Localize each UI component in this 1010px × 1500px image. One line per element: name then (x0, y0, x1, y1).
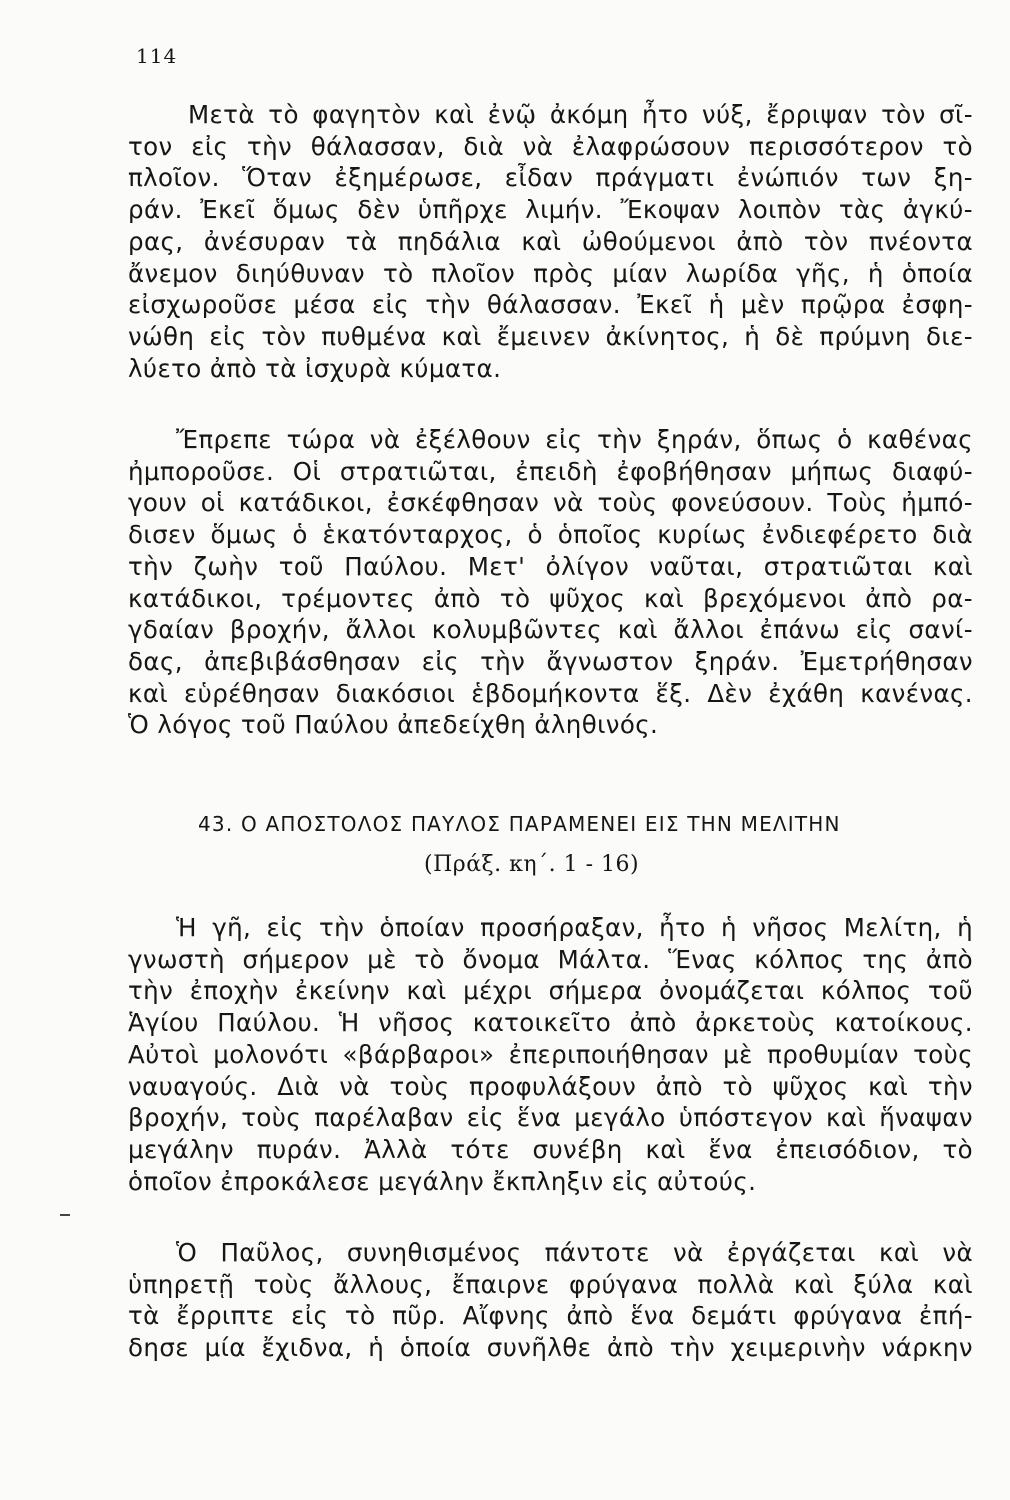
paragraph-reaching-shore (128, 424, 973, 741)
text-line: ἠμποροῦσε. Οἱ στρατιῶται, ἐπειδὴ ἐφοβήθησαν μήπως διαφύ- (128, 456, 973, 486)
text-line: Αὐτοὶ μολονότι «βάρβαροι» ἐπεριποιήθησαν μὲ προθυμίαν τοὺς (128, 1039, 973, 1069)
paragraph-paul-and-viper (128, 1237, 973, 1364)
text-line: δησε μία ἔχιδνα, ἡ ὁποία συνῆλθε ἀπὸ τὴν χειμερινὴν νάρκην (128, 1333, 973, 1363)
text-line: εἰσχωροῦσε μέσα εἰς τὴν θάλασσαν. Ἐκεῖ ἡ μὲν πρῷρα ἐσφη- (128, 290, 973, 320)
text-line: καὶ εὑρέθησαν διακόσιοι ἑβδομήκοντα ἕξ. Δὲν ἐχάθη κανένας. (128, 678, 973, 708)
text-line: πλοῖον. Ὅταν ἐξημέρωσε, εἶδαν πράγματι ἐνώπιόν των ξη- (128, 163, 973, 193)
text-line: Ὁ Παῦλος, συνηθισμένος πάντοτε νὰ ἐργάζεται καὶ νὰ (176, 1238, 973, 1267)
text-line: Μετὰ τὸ φαγητὸν καὶ ἐνῷ ἀκόμη ἦτο νύξ, ἔρριψαν τὸν σῖ- (188, 100, 973, 129)
text-line: γουν οἱ κατάδικοι, ἐσκέφθησαν νὰ τοὺς φονεύσουν. Τοὺς ἠμπό- (128, 488, 973, 518)
text-line: λύετο ἀπὸ τὰ ἰσχυρὰ κύματα. (128, 353, 502, 383)
text-line: ράν. Ἐκεῖ ὅμως δὲν ὑπῆρχε λιμήν. Ἔκοψαν λοιπὸν τὰς ἀγκύ- (128, 195, 973, 225)
paragraph-shipwreck-grounding (128, 99, 973, 384)
text-line: τὰ ἔρριπτε εἰς τὸ πῦρ. Αἴφνης ἀπὸ ἕνα δεμάτι φρύγανα ἐπή- (128, 1301, 973, 1331)
text-line: ναυαγούς. Διὰ νὰ τοὺς προφυλάξουν ἀπὸ τὸ ψῦχος καὶ τὴν (128, 1071, 973, 1101)
text-line: ὁποῖον ἐπροκάλεσε μεγάλην ἔκπληξιν εἰς αὐτούς. (128, 1166, 757, 1196)
page-number: 114 (136, 44, 178, 68)
text-line: γνωστὴ σήμερον μὲ τὸ ὄνομα Μάλτα. Ἕνας κόλπος της ἀπὸ (128, 944, 973, 974)
text-line: νώθη εἰς τὸν πυθμένα καὶ ἔμεινεν ἀκίνητος, ἡ δὲ πρύμνη διε- (128, 321, 973, 351)
text-line: Ἡ γῆ, εἰς τὴν ὁποίαν προσήραξαν, ἦτο ἡ νῆσος Μελίτη, ἡ (176, 913, 973, 942)
chapter-reference: (Πράξ. κη΄. 1 - 16) (424, 852, 640, 877)
paragraph-island-melite (128, 912, 973, 1197)
text-line: βροχήν, τοὺς παρέλαβαν εἰς ἕνα μεγάλο ὑπόστεγον καὶ ἥναψαν (128, 1103, 973, 1133)
text-line: μεγάλην πυράν. Ἀλλὰ τότε συνέβη καὶ ἕνα ἐπεισόδιον, τὸ (128, 1134, 973, 1164)
text-line: Ἔπρεπε τώρα νὰ ἐξέλθουν εἰς τὴν ξηράν, ὅπως ὁ καθένας (176, 425, 973, 454)
margin-mark (60, 1214, 70, 1216)
text-line: ἄνεμον διηύθυναν τὸ πλοῖον πρὸς μίαν λωρίδα γῆς, ἡ ὁποία (128, 258, 973, 288)
text-line: ὑπηρετῇ τοὺς ἄλλους, ἔπαιρνε φρύγανα πολλὰ καὶ ξύλα καὶ (128, 1269, 973, 1299)
text-line: δας, ἀπεβιβάσθησαν εἰς τὴν ἄγνωστον ξηράν. Ἐμετρήθησαν (128, 646, 973, 676)
text-line: κατάδικοι, τρέμοντες ἀπὸ τὸ ψῦχος καὶ βρεχόμενοι ἀπὸ ρα- (128, 583, 973, 613)
text-line: Ἁγίου Παύλου. Ἡ νῆσος κατοικεῖτο ἀπὸ ἀρκετοὺς κατοίκους. (128, 1008, 973, 1038)
text-line: ρας, ἀνέσυραν τὰ πηδάλια καὶ ὠθούμενοι ἀπὸ τὸν πνέοντα (128, 226, 973, 256)
text-line: γδαίαν βροχήν, ἄλλοι κολυμβῶντες καὶ ἄλλοι ἐπάνω εἰς σανί- (128, 615, 973, 645)
text-line: τὴν ζωὴν τοῦ Παύλου. Μετ' ὀλίγον ναῦται, στρατιῶται καὶ (128, 551, 973, 581)
chapter-heading: 43. Ο ΑΠΟΣΤΟΛΟΣ ΠΑΥΛΟΣ ΠΑΡΑΜΕΝΕΙ ΕΙΣ ΤΗΝ ΜΕΛΙΤΗΝ (198, 812, 841, 836)
text-line: τὴν ἐποχὴν ἐκείνην καὶ μέχρι σήμερα ὀνομάζεται κόλπος τοῦ (128, 976, 973, 1006)
text-line: τον εἰς τὴν θάλασσαν, διὰ νὰ ἐλαφρώσουν περισσότερον τὸ (128, 131, 973, 161)
text-line: δισεν ὅμως ὁ ἑκατόνταρχος, ὁ ὁποῖος κυρίως ἐνδιεφέρετο διὰ (128, 520, 973, 550)
text-line: Ὁ λόγος τοῦ Παύλου ἀπεδείχθη ἀληθινός. (128, 710, 659, 740)
